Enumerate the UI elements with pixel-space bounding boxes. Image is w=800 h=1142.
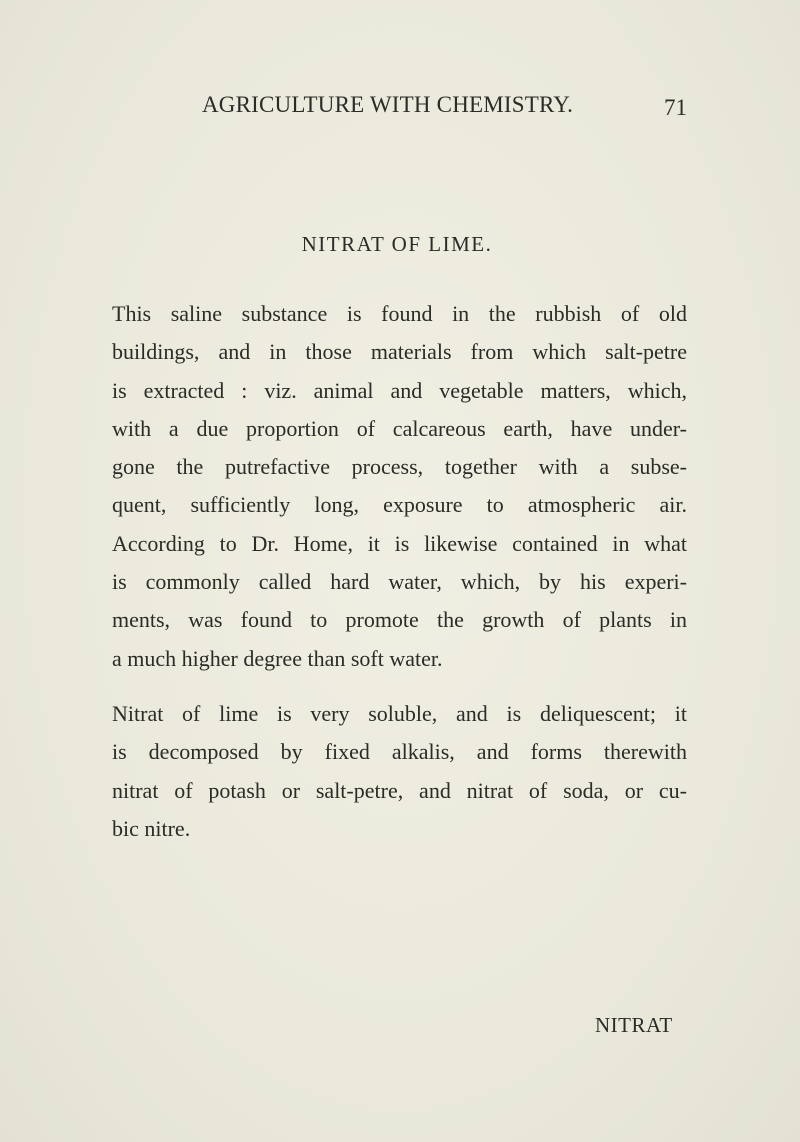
text-line: quent, sufficiently long, exposure to atmospheric air.	[112, 492, 687, 518]
running-head: AGRICULTURE WITH CHEMISTRY.	[202, 92, 574, 117]
page-number: 71	[664, 95, 687, 120]
text-line: is decomposed by fixed alkalis, and forms therewith	[112, 739, 687, 765]
text-line: is extracted : viz. animal and vegetable matters, which,	[112, 377, 687, 403]
text-line: nitrat of potash or salt-petre, and nitrat of soda, or cu-	[112, 777, 687, 803]
text-line: ments, was found to promote the growth of plants in	[112, 607, 687, 633]
catchword: NITRAT	[595, 1013, 673, 1037]
text-line: gone the putrefactive process, together with a subse-	[112, 454, 687, 480]
text-line: with a due proportion of calcareous earth, have under-	[112, 415, 687, 441]
paragraph-2	[112, 695, 687, 848]
text-line: This saline substance is found in the rubbish of old	[112, 301, 687, 326]
section-title: NITRAT OF LIME.	[301, 232, 493, 256]
text-line: Nitrat of lime is very soluble, and is deliquescent; it	[112, 701, 687, 726]
text-line: buildings, and in those materials from which salt-petre	[112, 339, 687, 365]
text-line: According to Dr. Home, it is likewise contained in what	[112, 530, 687, 556]
paragraph-1	[112, 295, 687, 678]
text-line: bic nitre.	[112, 815, 191, 841]
text-line: is commonly called hard water, which, by his experi-	[112, 569, 687, 595]
text-line: a much higher degree than soft water.	[112, 645, 443, 671]
